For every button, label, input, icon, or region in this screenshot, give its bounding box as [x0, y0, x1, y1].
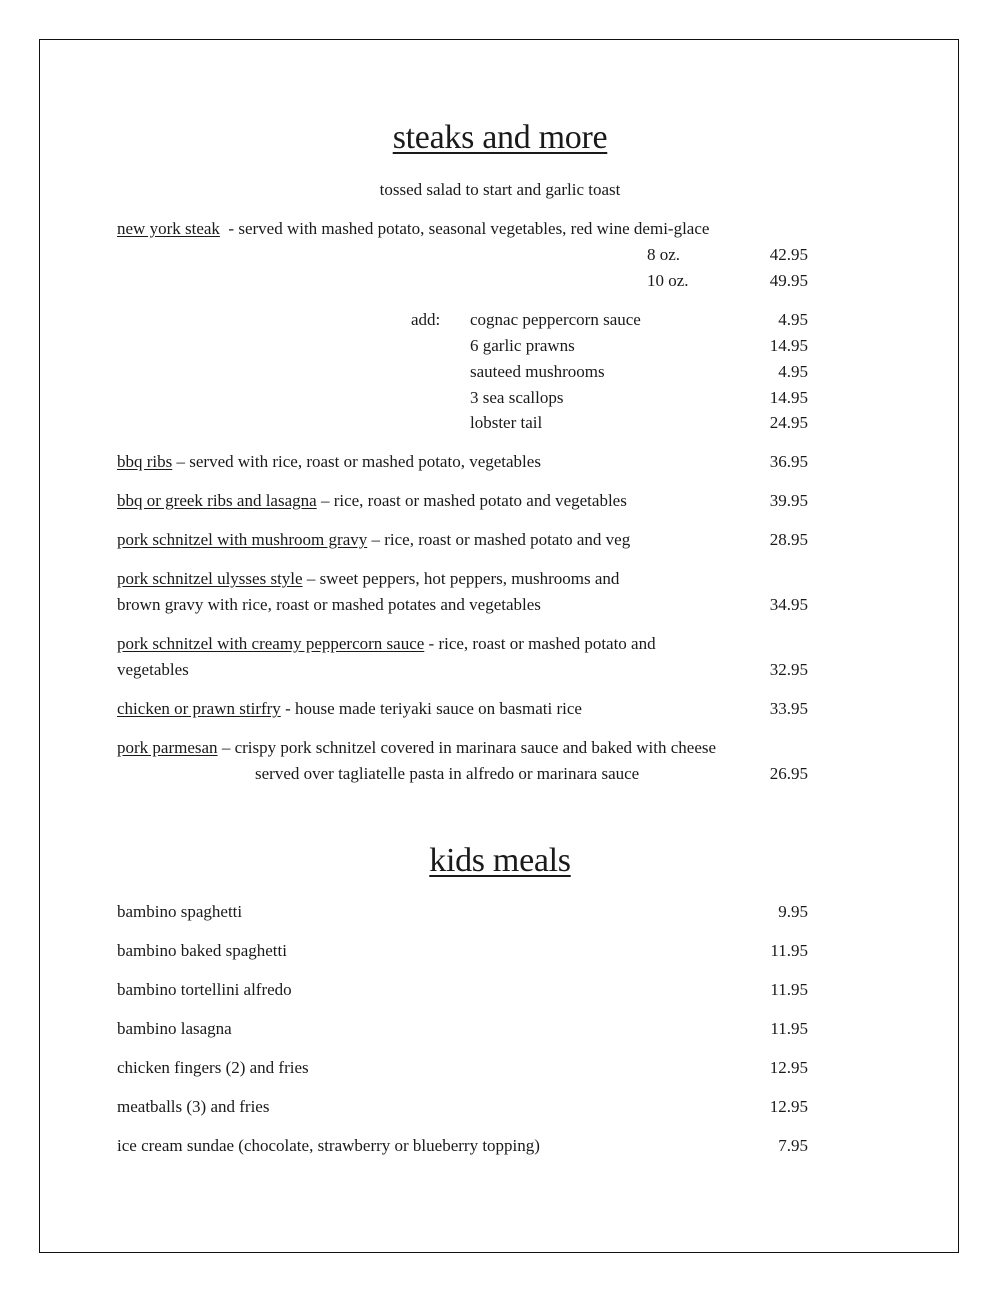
item-name: new york steak: [117, 219, 220, 238]
size-label: 10 oz.: [647, 271, 689, 290]
kids-item-price: 7.95: [778, 1136, 808, 1155]
menu-item: [117, 699, 582, 719]
menu-item-new-york-steak: [117, 219, 709, 239]
item-price: 28.95: [769, 530, 808, 549]
item-price: 32.95: [769, 660, 808, 679]
item-desc-continued: served over tagliatelle pasta in alfredo or marinara sauce: [255, 764, 640, 783]
addon-name: 6 garlic prawns: [470, 336, 575, 355]
item-price: 34.95: [769, 595, 808, 614]
item-name: pork schnitzel ulysses style: [117, 569, 303, 588]
kids-item-name: meatballs (3) and fries: [117, 1097, 270, 1116]
item-desc-continued: brown gravy with rice, roast or mashed potates and vegetables: [117, 595, 541, 614]
kids-item-name: bambino lasagna: [117, 1019, 232, 1038]
item-name: bbq ribs: [117, 452, 173, 471]
kids-item-price: 11.95: [770, 941, 808, 960]
addon-price: 4.95: [778, 362, 808, 381]
kids-item-name: ice cream sundae (chocolate, strawberry or blueberry topping): [117, 1136, 540, 1155]
item-price: 26.95: [769, 764, 808, 783]
item-desc: – served with rice, roast or mashed potato, vegetables: [172, 452, 541, 471]
item-name: pork schnitzel with mushroom gravy: [117, 530, 368, 549]
kids-item-price: 9.95: [778, 902, 808, 921]
kids-item-name: chicken fingers (2) and fries: [117, 1058, 309, 1077]
addon-price: 14.95: [769, 388, 808, 407]
menu-item: [117, 452, 541, 472]
item-price: 33.95: [769, 699, 808, 718]
kids-item-price: 11.95: [770, 980, 808, 999]
kids-item-price: 11.95: [770, 1019, 808, 1038]
item-name: pork schnitzel with creamy peppercorn sauce: [117, 634, 425, 653]
addon-price: 24.95: [769, 413, 808, 432]
item-desc: – rice, roast or mashed potato and vegetables: [316, 491, 627, 510]
kids-item-price: 12.95: [769, 1097, 808, 1116]
item-price: 39.95: [769, 491, 808, 510]
addon-name: cognac peppercorn sauce: [470, 310, 641, 329]
item-desc: - rice, roast or mashed potato and: [424, 634, 656, 653]
menu-item: [117, 738, 716, 758]
item-desc-continued: vegetables: [117, 660, 189, 679]
size-label: 8 oz.: [647, 245, 681, 264]
item-name: bbq or greek ribs and lasagna: [117, 491, 317, 510]
size-price: 42.95: [769, 245, 808, 264]
section-title-steaks: steaks and more: [392, 119, 608, 156]
item-desc: – crispy pork schnitzel covered in marinara sauce and baked with cheese: [217, 738, 717, 757]
kids-item-name: bambino spaghetti: [117, 902, 243, 921]
kids-item-price: 12.95: [769, 1058, 808, 1077]
item-name: chicken or prawn stirfry: [117, 699, 281, 718]
menu-item: [117, 491, 627, 511]
item-name: pork parmesan: [117, 738, 218, 757]
addon-name: lobster tail: [470, 413, 543, 432]
size-price: 49.95: [769, 271, 808, 290]
kids-item-name: bambino tortellini alfredo: [117, 980, 292, 999]
kids-item-name: bambino baked spaghetti: [117, 941, 287, 960]
section-title-kids: kids meals: [429, 842, 571, 879]
item-desc: – rice, roast or mashed potato and veg: [367, 530, 631, 549]
item-price: 36.95: [769, 452, 808, 471]
addon-name: 3 sea scallops: [470, 388, 564, 407]
menu-item: [117, 569, 619, 589]
addons-label: add:: [411, 310, 441, 329]
menu-item: [117, 530, 630, 550]
item-desc: - house made teriyaki sauce on basmati rice: [280, 699, 582, 718]
section-subtitle: tossed salad to start and garlic toast: [379, 180, 621, 199]
addon-price: 4.95: [778, 310, 808, 329]
menu-item: [117, 634, 656, 654]
addon-name: sauteed mushrooms: [470, 362, 605, 381]
item-desc: - served with mashed potato, seasonal vegetables, red wine demi-glace: [219, 219, 710, 238]
addon-price: 14.95: [769, 336, 808, 355]
item-desc: – sweet peppers, hot peppers, mushrooms and: [302, 569, 620, 588]
